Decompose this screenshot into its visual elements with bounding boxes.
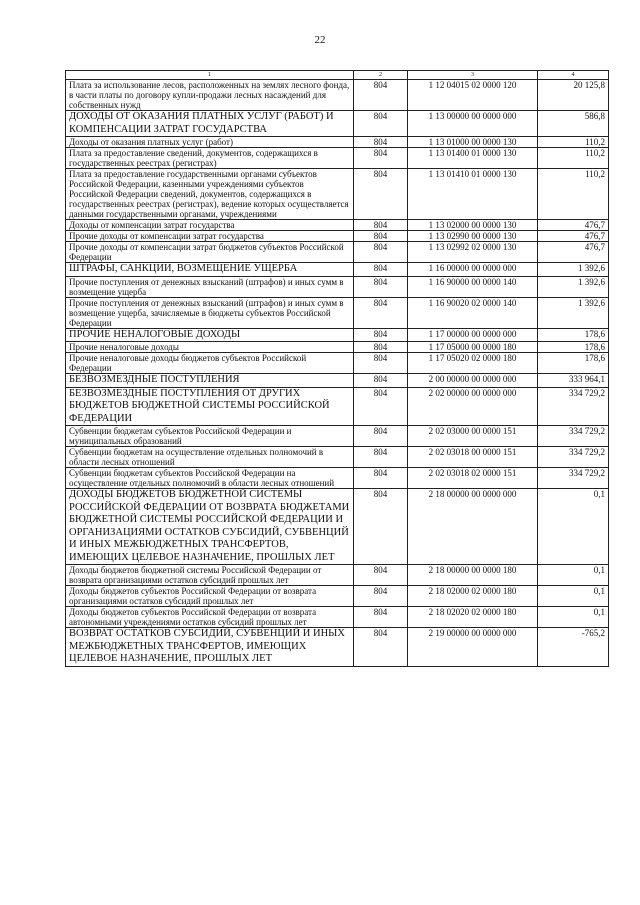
- row-kbk-cell: 2 18 00000 00 0000 000: [408, 489, 538, 565]
- row-admin-code-cell: 804: [354, 489, 408, 565]
- row-admin-code-cell: 804: [354, 148, 408, 169]
- page-number: 22: [314, 34, 326, 46]
- row-admin-code-cell: 804: [354, 628, 408, 667]
- row-name-cell: Прочие поступления от денежных взысканий (штрафов) и иных сумм в возмещение ущерба, зачисляемые в бюджеты субъектов Российской Федерации: [66, 297, 354, 328]
- row-name-cell: ШТРАФЫ, САНКЦИИ, ВОЗМЕЩЕНИЕ УЩЕРБА: [66, 263, 354, 277]
- row-admin-code-cell: 804: [354, 263, 408, 277]
- table-row: [66, 328, 609, 342]
- row-kbk-cell: 1 13 01400 01 0000 130: [408, 148, 538, 169]
- table-row: [66, 231, 609, 242]
- row-admin-code-cell: 804: [354, 169, 408, 220]
- row-amount-cell: 1 392,6: [538, 276, 609, 297]
- table-row: [66, 137, 609, 148]
- row-amount-cell: 0,1: [538, 489, 609, 565]
- row-kbk-cell: 2 19 00000 00 0000 000: [408, 628, 538, 667]
- row-admin-code-cell: 804: [354, 297, 408, 328]
- revenue-table: [65, 70, 609, 667]
- row-amount-cell: 0,1: [538, 607, 609, 628]
- table-row: [66, 628, 609, 667]
- row-kbk-cell: 1 13 01000 00 0000 130: [408, 137, 538, 148]
- row-kbk-cell: 1 16 90000 00 0000 140: [408, 276, 538, 297]
- row-kbk-cell: 1 17 00000 00 0000 000: [408, 328, 538, 342]
- table-row: [66, 565, 609, 586]
- table-row: [66, 276, 609, 297]
- row-admin-code-cell: 804: [354, 447, 408, 468]
- row-amount-cell: 178,6: [538, 328, 609, 342]
- row-name-cell: Доходы бюджетов бюджетной системы Российской Федерации от возврата организациями остатков субсидий прошлых лет: [66, 565, 354, 586]
- table-row: [66, 374, 609, 388]
- row-kbk-cell: 1 13 02000 00 0000 130: [408, 220, 538, 231]
- row-name-cell: ДОХОДЫ ОТ ОКАЗАНИЯ ПЛАТНЫХ УСЛУГ (РАБОТ) И КОМПЕНСАЦИИ ЗАТРАТ ГОСУДАРСТВА: [66, 111, 354, 137]
- row-name-cell: Прочие поступления от денежных взысканий (штрафов) и иных сумм в возмещение ущерба: [66, 276, 354, 297]
- row-kbk-cell: 2 02 03018 00 0000 151: [408, 447, 538, 468]
- table-row: [66, 426, 609, 447]
- row-amount-cell: 0,1: [538, 565, 609, 586]
- row-kbk-cell: 2 18 02020 02 0000 180: [408, 607, 538, 628]
- row-kbk-cell: 1 17 05020 02 0000 180: [408, 353, 538, 374]
- row-admin-code-cell: 804: [354, 242, 408, 263]
- row-admin-code-cell: 804: [354, 374, 408, 388]
- row-admin-code-cell: 804: [354, 220, 408, 231]
- column-header-amount: 4: [538, 71, 609, 80]
- table-row: [66, 263, 609, 277]
- header-row: [66, 71, 609, 80]
- row-amount-cell: 178,6: [538, 342, 609, 353]
- row-amount-cell: 110,2: [538, 137, 609, 148]
- row-amount-cell: 476,7: [538, 220, 609, 231]
- row-amount-cell: -765,2: [538, 628, 609, 667]
- row-name-cell: Субвенции бюджетам субъектов Российской Федерации и муниципальных образований: [66, 426, 354, 447]
- row-kbk-cell: 1 17 05000 00 0000 180: [408, 342, 538, 353]
- row-admin-code-cell: 804: [354, 426, 408, 447]
- column-header-name: 1: [66, 71, 354, 80]
- row-admin-code-cell: 804: [354, 231, 408, 242]
- table-row: [66, 111, 609, 137]
- row-admin-code-cell: 804: [354, 328, 408, 342]
- row-kbk-cell: 1 13 00000 00 0000 000: [408, 111, 538, 137]
- table-body: [66, 80, 609, 667]
- row-name-cell: Плата за предоставление государственными органами субъектов Российской Федерации, казенными учреждениями субъектов Российской Федерации сведений, документов, содержащихся в государственных реестрах (регистрах), ведение которых осуществляется данными государственными органами, учреждениями: [66, 169, 354, 220]
- row-kbk-cell: 2 18 00000 00 0000 180: [408, 565, 538, 586]
- row-name-cell: БЕЗВОЗМЕЗДНЫЕ ПОСТУПЛЕНИЯ: [66, 374, 354, 388]
- table-row: [66, 586, 609, 607]
- row-name-cell: Доходы от оказания платных услуг (работ): [66, 137, 354, 148]
- row-amount-cell: 334 729,2: [538, 468, 609, 489]
- row-amount-cell: 110,2: [538, 169, 609, 220]
- row-kbk-cell: 1 13 02992 02 0000 130: [408, 242, 538, 263]
- table-row: [66, 220, 609, 231]
- row-amount-cell: 333 964,1: [538, 374, 609, 388]
- row-kbk-cell: 1 12 04015 02 0000 120: [408, 80, 538, 111]
- row-admin-code-cell: 804: [354, 342, 408, 353]
- row-amount-cell: 178,6: [538, 353, 609, 374]
- column-header-admin-code: 2: [354, 71, 408, 80]
- row-kbk-cell: 1 16 90020 02 0000 140: [408, 297, 538, 328]
- row-kbk-cell: 2 00 00000 00 0000 000: [408, 374, 538, 388]
- row-admin-code-cell: 804: [354, 565, 408, 586]
- row-name-cell: Доходы от компенсации затрат государства: [66, 220, 354, 231]
- row-name-cell: ВОЗВРАТ ОСТАТКОВ СУБСИДИЙ, СУБВЕНЦИЙ И ИНЫХ МЕЖБЮДЖЕТНЫХ ТРАНСФЕРТОВ, ИМЕЮЩИХ ЦЕЛЕВОЕ НАЗНАЧЕНИЕ, ПРОШЛЫХ ЛЕТ: [66, 628, 354, 667]
- row-name-cell: Плата за предоставление сведений, документов, содержащихся в государственных реестрах (регистрах): [66, 148, 354, 169]
- row-amount-cell: 476,7: [538, 242, 609, 263]
- row-name-cell: Прочие неналоговые доходы: [66, 342, 354, 353]
- row-kbk-cell: 2 18 02000 02 0000 180: [408, 586, 538, 607]
- row-kbk-cell: 1 13 02990 00 0000 130: [408, 231, 538, 242]
- row-kbk-cell: 2 02 03018 02 0000 151: [408, 468, 538, 489]
- table-row: [66, 447, 609, 468]
- row-kbk-cell: 1 13 01410 01 0000 130: [408, 169, 538, 220]
- table-row: [66, 242, 609, 263]
- row-name-cell: Прочие неналоговые доходы бюджетов субъектов Российской Федерации: [66, 353, 354, 374]
- row-amount-cell: 586,8: [538, 111, 609, 137]
- row-name-cell: БЕЗВОЗМЕЗДНЫЕ ПОСТУПЛЕНИЯ ОТ ДРУГИХ БЮДЖЕТОВ БЮДЖЕТНОЙ СИСТЕМЫ РОССИЙСКОЙ ФЕДЕРАЦИИ: [66, 387, 354, 426]
- table-row: [66, 607, 609, 628]
- row-name-cell: Субвенции бюджетам на осуществление отдельных полномочий в области лесных отношений: [66, 447, 354, 468]
- row-admin-code-cell: 804: [354, 607, 408, 628]
- row-name-cell: ДОХОДЫ БЮДЖЕТОВ БЮДЖЕТНОЙ СИСТЕМЫ РОССИЙСКОЙ ФЕДЕРАЦИИ ОТ ВОЗВРАТА БЮДЖЕТАМИ БЮДЖЕТНОЙ СИСТЕМЫ РОССИЙСКОЙ ФЕДЕРАЦИИ И ОРГАНИЗАЦИЯМИ ОСТАТКОВ СУБСИДИЙ, СУБВЕНЦИЙ И ИНЫХ МЕЖБЮДЖЕТНЫХ ТРАНСФЕРТОВ, ИМЕЮЩИХ ЦЕЛЕВОЕ НАЗНАЧЕНИЕ, ПРОШЛЫХ ЛЕТ: [66, 489, 354, 565]
- row-admin-code-cell: 804: [354, 276, 408, 297]
- table-row: [66, 297, 609, 328]
- table-row: [66, 353, 609, 374]
- row-amount-cell: 20 125,8: [538, 80, 609, 111]
- table-row: [66, 489, 609, 565]
- row-amount-cell: 0,1: [538, 586, 609, 607]
- table-row: [66, 342, 609, 353]
- row-amount-cell: 1 392,6: [538, 263, 609, 277]
- row-admin-code-cell: 804: [354, 353, 408, 374]
- row-kbk-cell: 2 02 00000 00 0000 000: [408, 387, 538, 426]
- table-row: [66, 169, 609, 220]
- row-kbk-cell: 1 16 00000 00 0000 000: [408, 263, 538, 277]
- row-name-cell: Доходы бюджетов субъектов Российской Федерации от возврата организациями остатков субсидий прошлых лет: [66, 586, 354, 607]
- row-amount-cell: 334 729,2: [538, 426, 609, 447]
- row-name-cell: ПРОЧИЕ НЕНАЛОГОВЫЕ ДОХОДЫ: [66, 328, 354, 342]
- table-row: [66, 80, 609, 111]
- row-admin-code-cell: 804: [354, 586, 408, 607]
- row-amount-cell: 334 729,2: [538, 387, 609, 426]
- table-row: [66, 387, 609, 426]
- row-kbk-cell: 2 02 03000 00 0000 151: [408, 426, 538, 447]
- row-amount-cell: 476,7: [538, 231, 609, 242]
- row-name-cell: Доходы бюджетов субъектов Российской Федерации от возврата автономными учреждениями остатков субсидий прошлых лет: [66, 607, 354, 628]
- row-amount-cell: 334 729,2: [538, 447, 609, 468]
- table-row: [66, 148, 609, 169]
- row-name-cell: Плата за использование лесов, расположенных на землях лесного фонда, в части платы по договору купли-продажи лесных насаждений для собственных нужд: [66, 80, 354, 111]
- row-name-cell: Прочие доходы от компенсации затрат государства: [66, 231, 354, 242]
- row-name-cell: Прочие доходы от компенсации затрат бюджетов субъектов Российской Федерации: [66, 242, 354, 263]
- row-admin-code-cell: 804: [354, 468, 408, 489]
- row-admin-code-cell: 804: [354, 387, 408, 426]
- row-admin-code-cell: 804: [354, 80, 408, 111]
- column-header-kbk: 3: [408, 71, 538, 80]
- row-amount-cell: 110,2: [538, 148, 609, 169]
- table-row: [66, 468, 609, 489]
- row-amount-cell: 1 392,6: [538, 297, 609, 328]
- row-admin-code-cell: 804: [354, 111, 408, 137]
- row-admin-code-cell: 804: [354, 137, 408, 148]
- row-name-cell: Субвенции бюджетам субъектов Российской Федерации на осуществление отдельных полномочий в области лесных отношений: [66, 468, 354, 489]
